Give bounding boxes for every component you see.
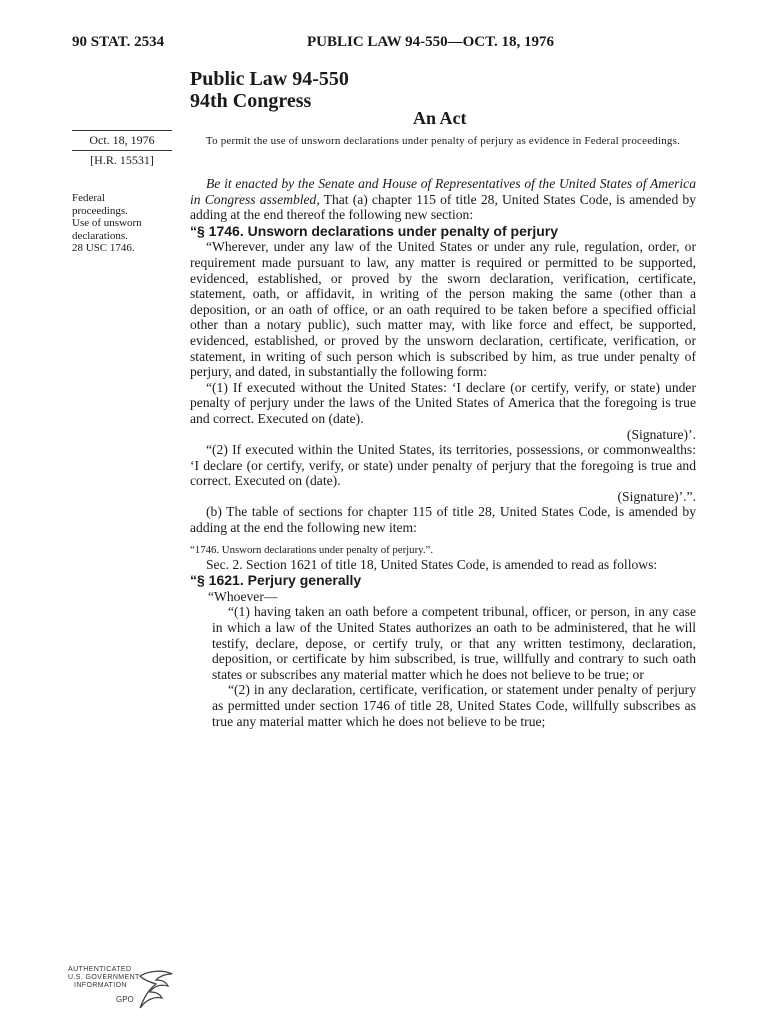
- act-purpose: To permit the use of unsworn declarations under penalty of perjury as evidence in Federal proceedings.: [205, 135, 681, 147]
- sidenote-line: Use of unsworn: [72, 217, 142, 229]
- law-title-block: [190, 68, 349, 112]
- logo-gpo-text: GPO: [116, 995, 134, 1004]
- section-1621-heading: “§ 1621. Perjury generally: [190, 572, 362, 589]
- margin-date-block: [72, 128, 172, 168]
- sidenote-line: proceedings.: [72, 204, 128, 217]
- margin-sidenotes: [72, 192, 180, 255]
- eagle-icon: [136, 968, 176, 1010]
- enactment-date: Oct. 18, 1976: [89, 133, 155, 147]
- law-number: Public Law 94-550: [190, 68, 349, 90]
- logo-line-3: INFORMATION: [74, 982, 127, 989]
- enacting-clause-italic: Be it enacted by the Senate and House of Representatives of the United States of America in Congress assembled,: [190, 176, 696, 207]
- section-2-intro: Sec. 2. Section 1621 of title 18, United States Code, is amended to read as follows:: [206, 556, 658, 572]
- table-item: “1746. Unsworn declarations under penalty of perjury.”.: [190, 543, 434, 556]
- signature-line-1: (Signature)’.: [626, 426, 696, 442]
- section-1621-item-2: “(2) in any declaration, certificate, verification, or statement under penalty of perjury as permitted under section 1746 of title 28, United States Code, willfully subscribes as true any material matter which he does not believe to be true;: [212, 682, 696, 729]
- enacting-clause: [190, 176, 696, 223]
- stat-page-number: 90 STAT. 2534: [72, 34, 165, 50]
- logo-line-1: AUTHENTICATED: [68, 966, 132, 973]
- margin-rule-top: [72, 130, 172, 131]
- congress-label: 94th Congress: [190, 90, 312, 112]
- section-1746-heading: “§ 1746. Unsworn declarations under penalty of perjury: [190, 222, 558, 239]
- an-act-heading: An Act: [413, 108, 467, 128]
- public-law-header: PUBLIC LAW 94-550—OCT. 18, 1976: [307, 34, 554, 50]
- logo-line-2: U.S. GOVERNMENT: [68, 974, 140, 981]
- margin-rule-mid: [72, 150, 172, 151]
- section-1746-item-1: “(1) If executed without the United States: ‘I declare (or certify, verify, or state) under penalty of perjury under the laws of the United States of America that the foregoing is true and correct. Executed on (date).: [190, 379, 696, 426]
- gpo-authentication-logo: [68, 966, 178, 1012]
- sidenote-line: 28 USC 1746.: [72, 242, 135, 254]
- table-amendment: (b) The table of sections for chapter 115 of title 28, United States Code, is amended by adding at the end the following new item:: [190, 504, 696, 536]
- sidenote-line: declarations.: [72, 229, 128, 242]
- enacting-clause-text: That (a) chapter 115 of title 28, United States Code, is amended by adding at the end thereof the following new section:: [190, 191, 696, 223]
- running-header: [72, 34, 692, 58]
- section-1621-item-1: “(1) having taken an oath before a competent tribunal, officer, or person, in any case in which a law of the United States authorizes an oath to be administered, that he will testify, declare, depose, or certify truly, or that any written testimony, declaration, deposition, or certificate by him subscribed, is true, willfully and contrary to such oath states or subscribes any material matter which he does not believe to be true; or: [212, 604, 696, 682]
- sidenote-line: Federal: [72, 192, 105, 204]
- law-body: [190, 176, 696, 729]
- whoever-line: “Whoever—: [208, 588, 278, 604]
- section-1746-item-2: “(2) If executed within the United States, its territories, possessions, or commonwealths: ‘I declare (or certify, verify, or state) under penalty of perjury that the foregoing is true and correct. Executed on (date).: [190, 442, 696, 489]
- section-1746-paragraph: “Wherever, under any law of the United States or under any rule, regulation, order, or requirement made pursuant to law, any matter is required or permitted to be supported, evidenced, established, or proved by the sworn declaration, verification, certificate, statement, oath, or affidavit, in writing of the person making the same (other than a deposition, or an oath of office, or an oath required to be taken before a specified official other than a notary public), such matter may, with like force and effect, be supported, evidenced, established, or proved by the unsworn declaration, certificate, verification, or statement, in writing of such person which is subscribed by him, as true under penalty of perjury, and dated, in substantially the following form:: [190, 239, 696, 380]
- bill-number: [H.R. 15531]: [90, 153, 154, 167]
- signature-line-2: (Signature)’.”.: [617, 488, 696, 504]
